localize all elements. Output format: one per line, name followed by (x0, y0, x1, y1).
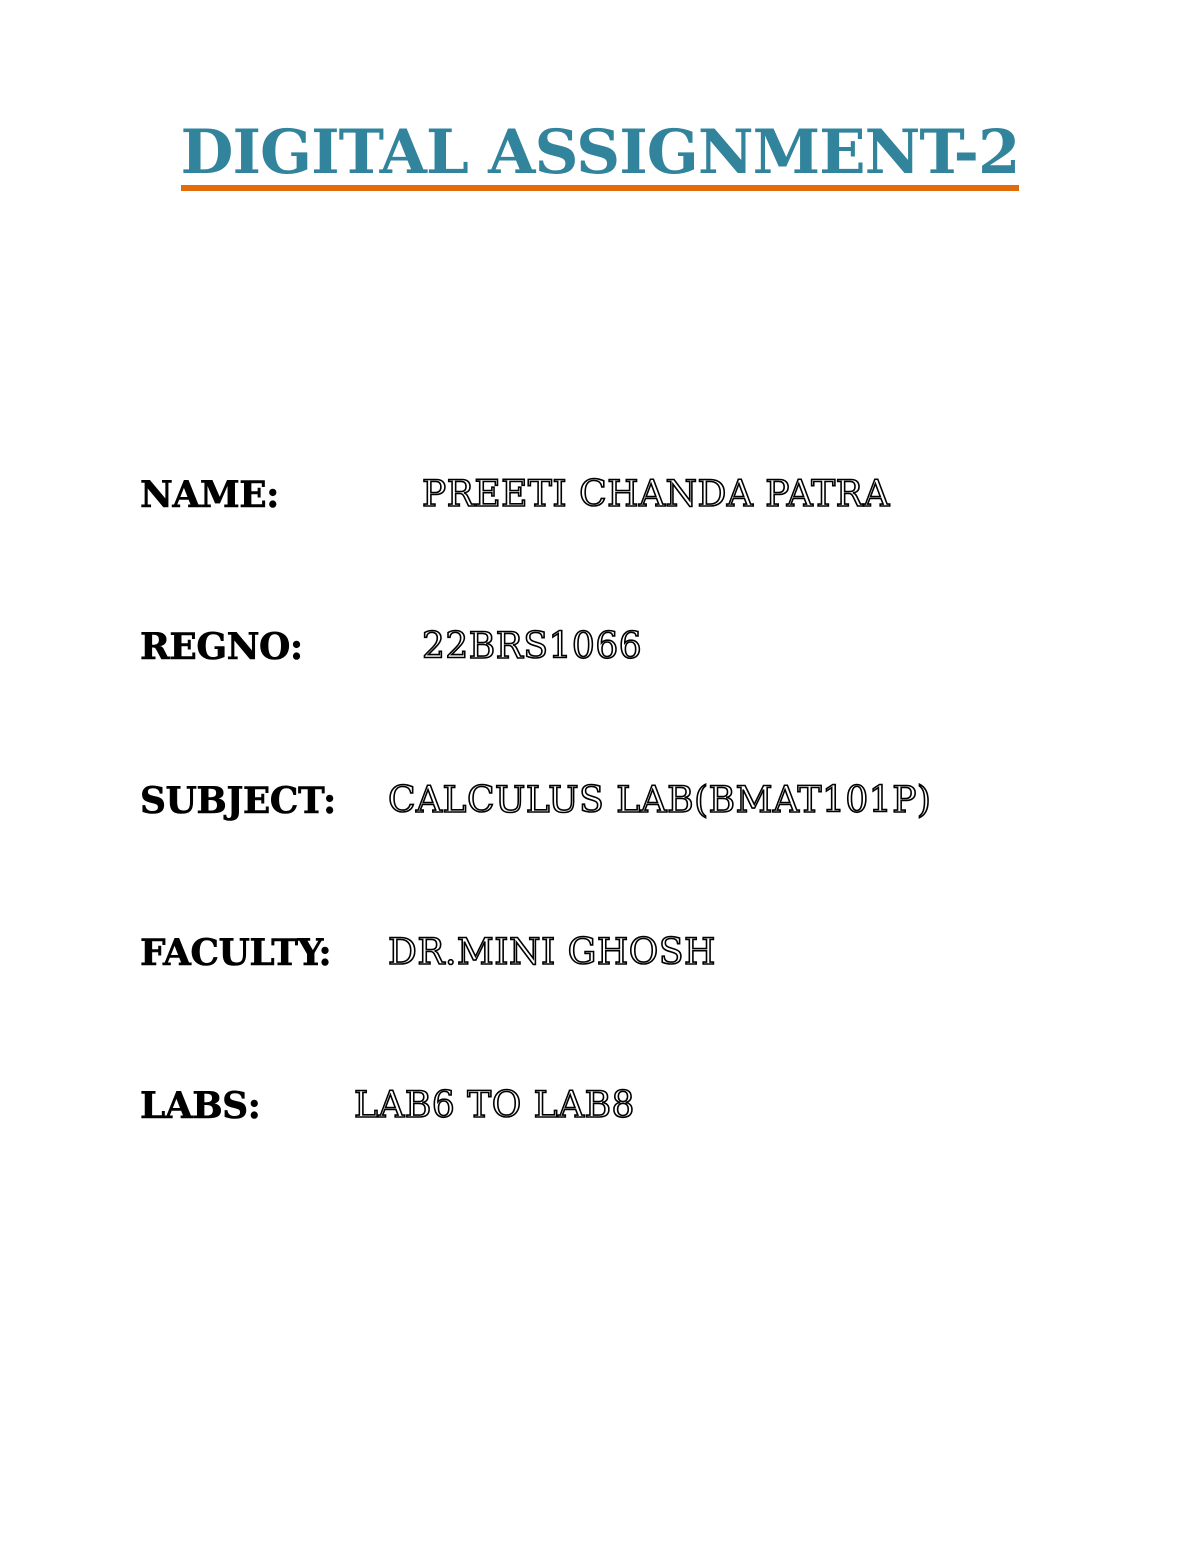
field-row-labs (140, 1086, 1140, 1136)
regno-label: REGNO: (140, 626, 303, 668)
subject-label: SUBJECT: (140, 780, 336, 822)
regno-value: 22BRS1066 (422, 626, 643, 667)
name-label: NAME: (140, 474, 279, 516)
document-title: DIGITAL ASSIGNMENT-2 (181, 122, 1020, 191)
field-row-name (140, 475, 1140, 525)
subject-value: CALCULUS LAB(BMAT101P) (388, 780, 932, 821)
name-value: PREETI CHANDA PATRA (422, 474, 890, 515)
labs-value: LAB6 TO LAB8 (354, 1085, 635, 1126)
field-row-subject (140, 781, 1140, 831)
faculty-label: FACULTY: (140, 932, 332, 974)
faculty-value: DR.MINI GHOSH (388, 932, 716, 973)
field-row-faculty (140, 933, 1140, 983)
title-block (0, 117, 1200, 191)
labs-label: LABS: (140, 1085, 261, 1127)
field-row-regno (140, 627, 1140, 677)
